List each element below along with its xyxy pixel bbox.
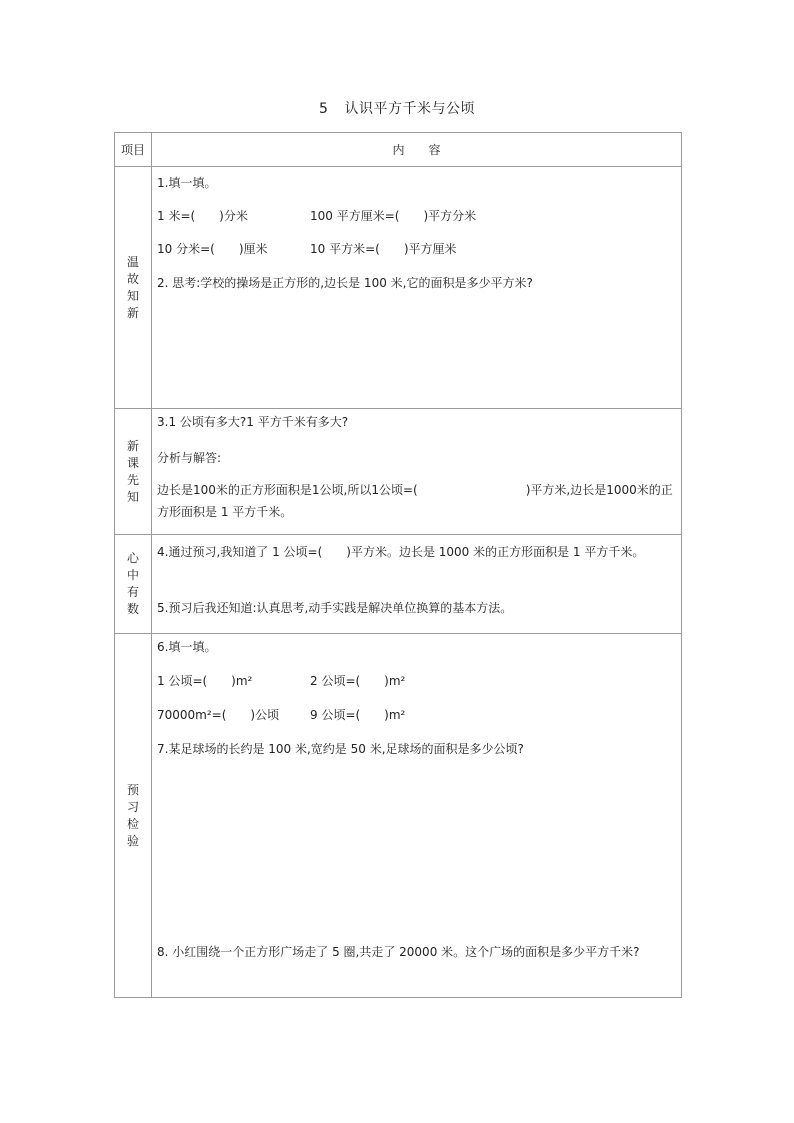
question-5: 5.预习后我还知道:认真思考,动手实践是解决单位换算的基本方法。 <box>157 601 513 615</box>
page-title <box>0 98 794 118</box>
label-char: 新 <box>126 438 139 453</box>
question-1-d: 10 平方米=( )平方厘米 <box>310 242 457 256</box>
label-char: 新 <box>126 305 139 320</box>
section-label-mind <box>115 535 152 634</box>
section-label-new <box>115 409 152 535</box>
section-content-check <box>152 634 682 998</box>
section-check <box>115 634 682 998</box>
section-review <box>115 167 682 409</box>
section-content-mind <box>152 535 682 634</box>
section-content-review <box>152 167 682 409</box>
question-1-b: 100 平方厘米=( )平方分米 <box>310 209 477 223</box>
label-char: 有 <box>126 585 139 599</box>
question-1-title: 1.填一填。 <box>157 176 217 190</box>
question-4: 4.通过预习,我知道了 1 公顷=( )平方米。边长是 1000 米的正方形面积是 1 平方千米。 <box>157 545 645 559</box>
analysis-heading: 分析与解答: <box>157 451 222 465</box>
analysis-answer: 边长是100米的正方形面积是1公顷,所以1公顷=( )平方米,边长是1000米的正方形面积是 1 平方千米。 <box>157 483 673 519</box>
question-6-a: 1 公顷=( )m² <box>157 674 253 688</box>
label-char: 习 <box>126 799 139 814</box>
header-item: 项目 <box>115 133 152 167</box>
question-1-c: 10 分米=( )厘米 <box>157 242 268 256</box>
label-char: 温 <box>126 254 139 269</box>
header-content: 内 容 <box>152 133 682 167</box>
section-mind <box>115 535 682 634</box>
label-char: 心 <box>126 551 139 565</box>
title-text: 认识平方千米与公顷 <box>344 101 475 117</box>
label-char: 验 <box>126 833 139 848</box>
label-char: 数 <box>126 602 139 616</box>
question-6-title: 6.填一填。 <box>157 640 217 654</box>
title-number: 5 <box>319 101 329 117</box>
question-2: 2. 思考:学校的操场是正方形的,边长是 100 米,它的面积是多少平方米? <box>157 276 533 290</box>
label-char: 知 <box>126 489 139 504</box>
section-new <box>115 409 682 535</box>
section-content-new <box>152 409 682 535</box>
worksheet-table <box>114 132 682 998</box>
question-3: 3.1 公顷有多大?1 平方千米有多大? <box>157 415 349 429</box>
label-char: 先 <box>126 472 139 487</box>
section-label-check <box>115 634 152 998</box>
label-char: 课 <box>126 455 139 470</box>
question-8: 8. 小红围绕一个正方形广场走了 5 圈,共走了 20000 米。这个广场的面积是多少平方千米? <box>157 945 640 959</box>
question-6-c: 70000m²=( )公顷 <box>157 708 280 722</box>
question-6-b: 2 公顷=( )m² <box>310 674 406 688</box>
label-char: 检 <box>126 816 139 831</box>
header-row <box>115 133 682 167</box>
question-7: 7.某足球场的长约是 100 米,宽约是 50 米,足球场的面积是多少公顷? <box>157 742 524 756</box>
label-char: 知 <box>126 288 139 303</box>
label-char: 故 <box>126 271 139 286</box>
question-1-a: 1 米=( )分米 <box>157 209 248 223</box>
question-6-d: 9 公顷=( )m² <box>310 708 406 722</box>
label-char: 中 <box>126 568 139 582</box>
label-char: 预 <box>126 782 139 797</box>
section-label-review <box>115 167 152 409</box>
